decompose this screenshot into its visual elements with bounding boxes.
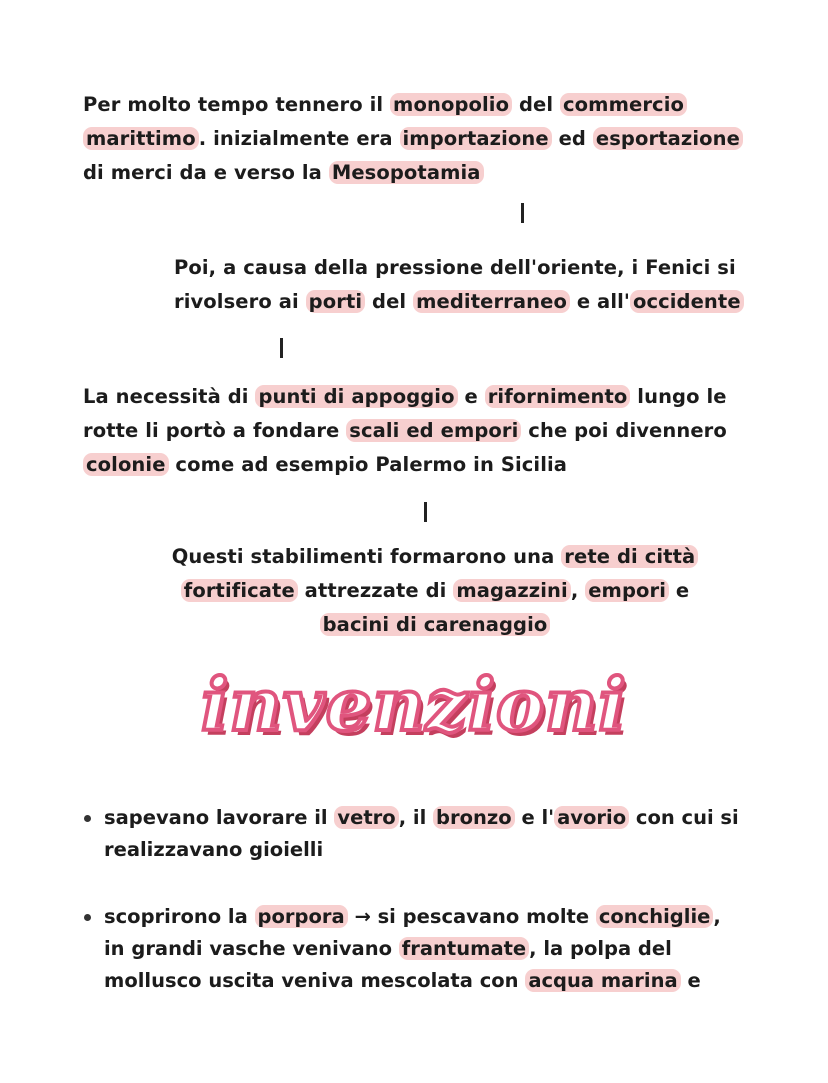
section-title: invenzioni: [201, 662, 627, 747]
highlighted-term: porti: [306, 290, 365, 313]
text-segment: scoprirono la: [104, 905, 255, 928]
text-line: [104, 802, 739, 834]
bullet-item-purple: [104, 901, 721, 997]
highlighted-term: Mesopotamia: [329, 161, 484, 184]
text-segment: rivolsero ai: [174, 290, 306, 313]
highlighted-term: occidente: [630, 290, 744, 313]
text-line: [83, 122, 743, 156]
highlighted-term: monopolio: [390, 93, 512, 116]
text-line: [104, 965, 721, 997]
text-segment: e: [680, 969, 701, 992]
highlighted-term: colonie: [83, 453, 169, 476]
text-segment: e: [669, 579, 690, 602]
text-segment: attrezzate di: [297, 579, 454, 602]
text-line: [83, 88, 743, 122]
text-line: [83, 448, 727, 482]
text-line: [174, 285, 744, 319]
text-segment: , la polpa del: [529, 937, 672, 960]
highlighted-term: vetro: [334, 806, 398, 829]
highlighted-term: rete di città: [561, 545, 698, 568]
highlighted-term: marittimo: [83, 127, 199, 150]
highlighted-term: bacini di carenaggio: [320, 613, 551, 636]
text-line: [104, 933, 721, 965]
highlighted-term: scali ed empori: [346, 419, 521, 442]
text-segment: e: [457, 385, 485, 408]
text-segment: → si pescavano molte: [347, 905, 596, 928]
text-line: [104, 901, 721, 933]
text-segment: ,: [713, 905, 721, 928]
text-line: [174, 251, 744, 285]
highlighted-term: porpora: [255, 905, 348, 928]
text-line: [150, 574, 720, 608]
text-line: [150, 608, 720, 642]
highlighted-term: esportazione: [593, 127, 743, 150]
text-line: [83, 414, 727, 448]
highlighted-term: mediterraneo: [413, 290, 570, 313]
highlighted-term: bronzo: [433, 806, 515, 829]
text-segment: come ad esempio Palermo in Sicilia: [168, 453, 568, 476]
text-segment: di merci da e verso la: [83, 161, 329, 184]
highlighted-term: frantumate: [399, 937, 529, 960]
highlighted-term: punti di appoggio: [255, 385, 457, 408]
text-segment: Questi stabilimenti formarono una: [171, 545, 562, 568]
bullet-icon: [84, 914, 91, 921]
highlighted-term: acqua marina: [525, 969, 680, 992]
paragraph-commerce: [83, 88, 743, 190]
highlighted-term: commercio: [560, 93, 687, 116]
text-segment: , il: [398, 806, 434, 829]
highlighted-term: importazione: [400, 127, 552, 150]
text-segment: Per molto tempo tennero il: [83, 93, 391, 116]
text-segment: La necessità di: [83, 385, 256, 408]
bullet-item-crafts: [104, 802, 739, 866]
text-segment: in grandi vasche venivano: [104, 937, 399, 960]
text-segment: del: [512, 93, 561, 116]
highlighted-term: conchiglie: [596, 905, 714, 928]
paragraph-mediterranean: [174, 251, 744, 319]
text-segment: del: [365, 290, 414, 313]
paragraph-network: [150, 540, 720, 642]
text-segment: e all': [569, 290, 630, 313]
text-line: [150, 540, 720, 574]
text-segment: ed: [551, 127, 593, 150]
highlighted-term: avorio: [554, 806, 629, 829]
text-segment: rotte li portò a fondare: [83, 419, 347, 442]
connector-line: [280, 338, 283, 358]
paragraph-colonies: [83, 380, 727, 482]
text-segment: e l': [514, 806, 555, 829]
text-segment: realizzavano gioielli: [104, 838, 324, 861]
text-segment: lungo le: [630, 385, 727, 408]
text-segment: . inizialmente era: [198, 127, 400, 150]
bullet-icon: [84, 815, 91, 822]
text-line: [104, 834, 739, 866]
text-segment: Poi, a causa della pressione dell'oriente, i Fenici si: [174, 256, 736, 279]
text-segment: ,: [570, 579, 586, 602]
highlighted-term: magazzini: [453, 579, 570, 602]
text-segment: sapevano lavorare il: [104, 806, 335, 829]
highlighted-term: rifornimento: [485, 385, 631, 408]
highlighted-term: fortificate: [181, 579, 298, 602]
text-segment: mollusco uscita veniva mescolata con: [104, 969, 526, 992]
text-segment: con cui si: [629, 806, 739, 829]
text-segment: che poi divennero: [521, 419, 727, 442]
text-line: [83, 380, 727, 414]
connector-line: [521, 203, 524, 223]
connector-line: [424, 502, 427, 522]
highlighted-term: empori: [585, 579, 669, 602]
text-line: [83, 156, 743, 190]
